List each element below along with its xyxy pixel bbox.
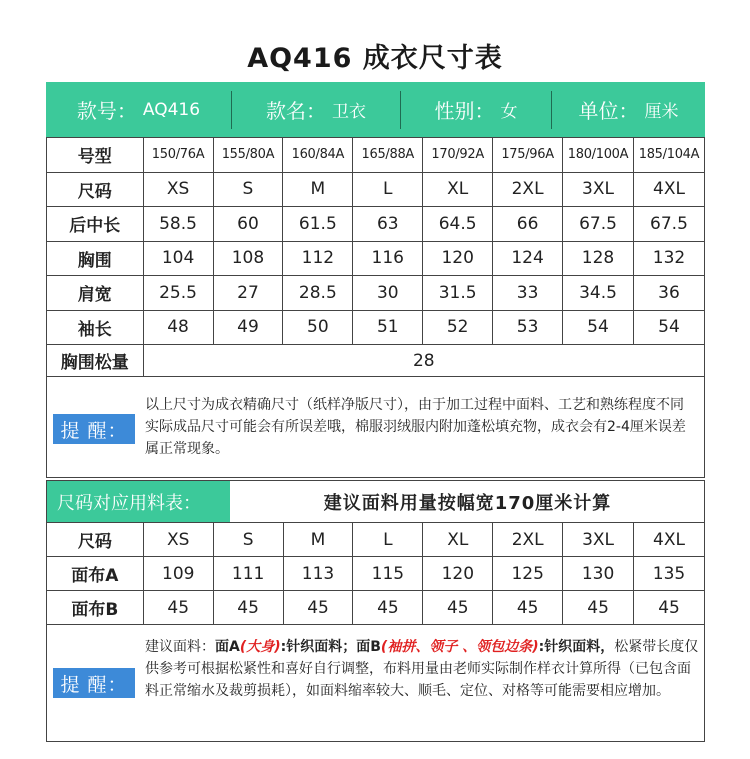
table-cell: XL (423, 172, 493, 207)
page-title: AQ416 成衣尺寸表 (247, 43, 503, 74)
table-cell: 104 (143, 241, 213, 276)
table-row (47, 591, 705, 625)
table-cell: S (213, 172, 283, 207)
fabric-header (46, 480, 705, 522)
unit (552, 82, 705, 137)
table-cell: 25.5 (143, 276, 213, 311)
row-header: 肩宽 (47, 276, 144, 311)
table-cell: 45 (143, 591, 213, 625)
table-cell: 48 (143, 310, 213, 345)
table-cell: 185/104A (633, 138, 704, 173)
style-number (46, 82, 231, 137)
fabric-b-desc: :针织面料， (538, 639, 615, 655)
tip-prefix: 建议面料： (145, 639, 215, 655)
table-cell: 170/92A (423, 138, 493, 173)
table-cell: 4XL (634, 523, 705, 557)
table-cell: 66 (493, 207, 563, 242)
table-cell: 36 (633, 276, 704, 311)
table-cell: 2XL (493, 523, 563, 557)
table-cell: 45 (563, 591, 634, 625)
table-cell: 116 (353, 241, 423, 276)
row-header: 尺码 (47, 172, 144, 207)
table-cell: 45 (353, 591, 423, 625)
table-cell: 53 (493, 310, 563, 345)
table-cell: 60 (213, 207, 283, 242)
info-bar (46, 82, 705, 137)
gender-label: 性别： (434, 99, 495, 123)
table-cell: 45 (423, 591, 493, 625)
table-cell: 132 (633, 241, 704, 276)
table-cell: 45 (213, 591, 283, 625)
table-cell: 30 (353, 276, 423, 311)
table-cell: 4XL (633, 172, 704, 207)
table-cell: 130 (563, 557, 634, 591)
table-row (47, 310, 705, 345)
table-cell: 34.5 (563, 276, 634, 311)
row-header: 面布A (47, 557, 144, 591)
table-cell: 120 (423, 241, 493, 276)
table-cell: 115 (353, 557, 423, 591)
table-cell: 120 (423, 557, 493, 591)
table-cell: 108 (213, 241, 283, 276)
row-header: 袖长 (47, 310, 144, 345)
table-cell: 135 (634, 557, 705, 591)
table-row (47, 276, 705, 311)
table-cell: 2XL (493, 172, 563, 207)
row-header: 号型 (47, 138, 144, 173)
unit-label: 单位： (578, 99, 639, 123)
style-name-label: 款名： (266, 99, 326, 123)
table-cell: 67.5 (633, 207, 704, 242)
table-cell: 150/76A (143, 138, 213, 173)
row-header: 胸围松量 (47, 345, 144, 377)
table-cell: 124 (493, 241, 563, 276)
row-header: 面布B (47, 591, 144, 625)
size-table (46, 137, 705, 377)
table-row (47, 241, 705, 276)
gender-value: 女 (500, 102, 518, 122)
tip-badge: 提 醒： (53, 414, 135, 444)
table-cell: 160/84A (283, 138, 353, 173)
tip-badge: 提 醒： (53, 668, 135, 698)
table-cell: XS (143, 172, 213, 207)
tip-text-2 (145, 636, 701, 702)
table-cell: 109 (143, 557, 213, 591)
fabric-a-desc: :针织面料； (280, 639, 357, 655)
table-row (47, 207, 705, 242)
table-row (47, 138, 705, 173)
style-number-label: 款号： (76, 99, 137, 123)
table-cell: 31.5 (423, 276, 493, 311)
table-cell: 64.5 (423, 207, 493, 242)
table-cell: 50 (283, 310, 353, 345)
table-cell: 51 (353, 310, 423, 345)
table-cell: XS (143, 523, 213, 557)
table-cell: 28.5 (283, 276, 353, 311)
table-cell: 128 (563, 241, 634, 276)
row-header: 尺码 (47, 523, 144, 557)
table-cell: M (283, 172, 353, 207)
tip-text: 以上尺寸为成衣精确尺寸（纸样净版尺寸），由于加工过程中面料、工艺和熟练程度不同实际成品尺寸可能会有所误差哦，棉服羽绒服内附加蓬松填充物，成衣会有2-4厘米误差属正常现象。 (145, 397, 686, 457)
table-cell: 3XL (563, 172, 634, 207)
table-cell: L (353, 172, 423, 207)
tip-box-2 (46, 624, 705, 742)
table-cell: 61.5 (283, 207, 353, 242)
table-row (47, 523, 705, 557)
fabric-a-label: 面A (215, 639, 240, 655)
table-cell: 54 (563, 310, 634, 345)
table-cell: XL (423, 523, 493, 557)
row-header: 胸围 (47, 241, 144, 276)
table-cell: 54 (633, 310, 704, 345)
table-cell: 180/100A (563, 138, 634, 173)
table-cell: 45 (283, 591, 353, 625)
table-cell: 33 (493, 276, 563, 311)
table-cell: 45 (493, 591, 563, 625)
table-cell: 175/96A (493, 138, 563, 173)
fabric-a-part: (大身) (239, 639, 281, 655)
gender (401, 82, 551, 137)
ease-value: 28 (143, 345, 704, 377)
fabric-b-label: 面B (356, 639, 381, 655)
style-name (232, 82, 400, 137)
table-cell: 155/80A (213, 138, 283, 173)
table-cell: 165/88A (353, 138, 423, 173)
table-cell: 63 (353, 207, 423, 242)
table-row (47, 557, 705, 591)
table-cell: 52 (423, 310, 493, 345)
table-cell: S (213, 523, 283, 557)
row-header: 后中长 (47, 207, 144, 242)
fabric-title: 建议面料用量按幅宽170厘米计算 (323, 493, 612, 514)
table-cell: 3XL (563, 523, 634, 557)
style-name-value: 卫衣 (332, 102, 366, 122)
fabric-label: 尺码对应用料表： (47, 481, 230, 523)
table-cell: M (283, 523, 353, 557)
unit-value: 厘米 (644, 102, 679, 122)
style-number-value: AQ416 (142, 99, 201, 120)
table-cell: 49 (213, 310, 283, 345)
table-row (47, 172, 705, 207)
table-cell: 27 (213, 276, 283, 311)
fabric-b-part: (袖拼、领子 、领包边条) (380, 639, 539, 655)
tip-box-1 (46, 376, 705, 478)
table-cell: 45 (634, 591, 705, 625)
table-cell: 125 (493, 557, 563, 591)
table-row (47, 345, 705, 377)
table-cell: 113 (283, 557, 353, 591)
table-cell: 112 (283, 241, 353, 276)
table-cell: L (353, 523, 423, 557)
table-cell: 111 (213, 557, 283, 591)
table-cell: 58.5 (143, 207, 213, 242)
tip-rest: 松紧带长度仅供参考可根据松紧性和喜好自行调整，布料用量由老师实际制作样衣计算所得（已包含面料正常缩水及裁剪损耗），如面料缩率较大、顺毛、定位、对格等可能需要相应增加。 (145, 639, 699, 699)
table-cell: 67.5 (563, 207, 634, 242)
fabric-table (46, 522, 705, 625)
